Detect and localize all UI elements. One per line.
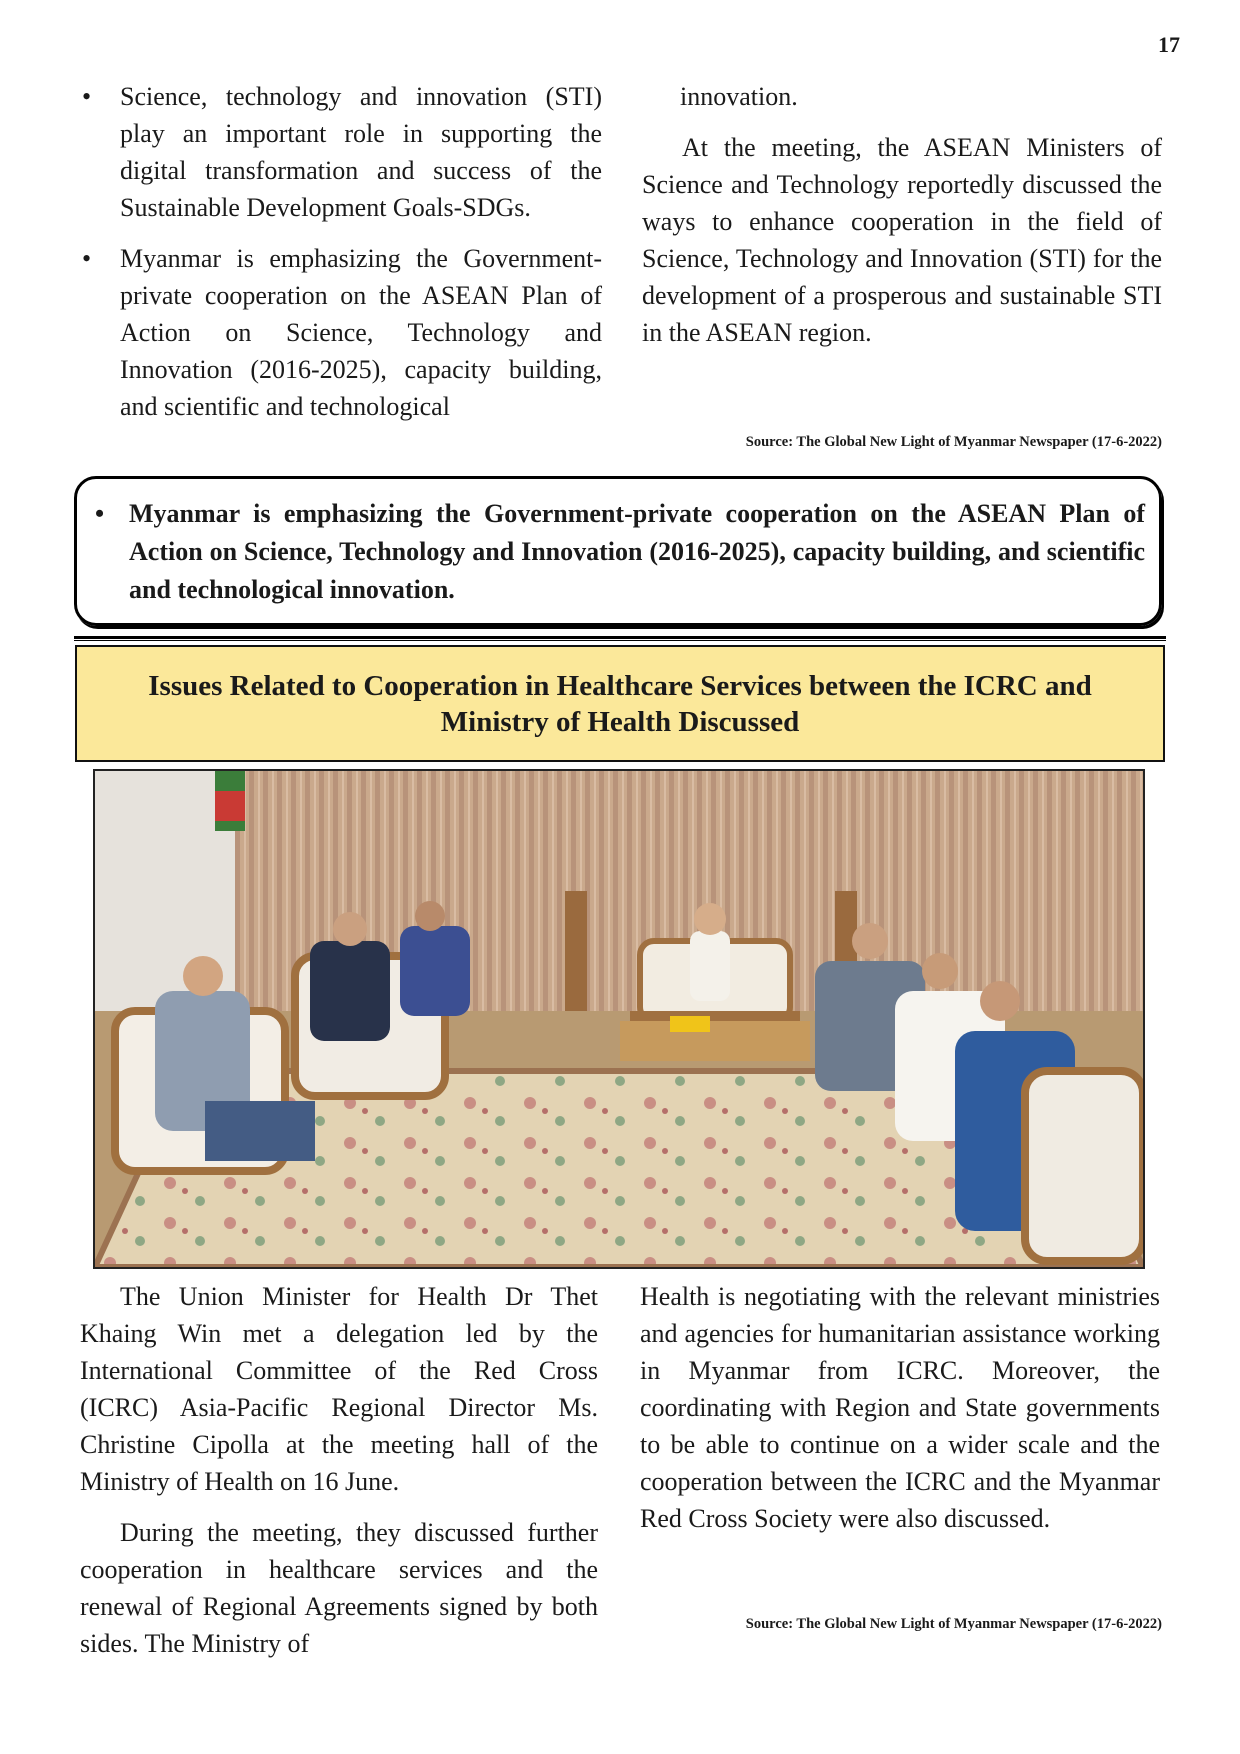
- section-divider: [74, 636, 1166, 641]
- article2-paragraph-3: Health is negotiating with the relevant ministries and agencies for humanitarian assistance working in Myanmar from ICRC. Moreover, the coordinating with Region and State governments to be able to continue on a wider scale and the cooperation between the ICRC and the Myanmar Red Cross Society were also discussed.: [640, 1282, 1160, 1533]
- article1-right-column: [642, 78, 1162, 365]
- article2-headline-box: [75, 645, 1165, 762]
- article1-source: Source: The Global New Light of Myanmar Newspaper (17-6-2022): [745, 434, 1162, 450]
- article1-bullet-2: • Myanmar is emphasizing the Government-private cooperation on the ASEAN Plan of Action on Science, Technology and Innovation (2016-2025), capacity building, and scientific and technological: [82, 240, 602, 425]
- article1-bullet-1: • Science, technology and innovation (STI) play an important role in supporting the digital transformation and success of the Sustainable Development Goals-SDGs.: [82, 78, 602, 226]
- article1-paragraph: At the meeting, the ASEAN Ministers of Science and Technology reportedly discussed the ways to enhance cooperation in the field of Science, Technology and Innovation (STI) for the development of a prosperous and sustainable STI in the ASEAN region.: [642, 133, 1162, 347]
- page-number: 17: [1158, 32, 1180, 57]
- article2-left-column: [80, 1278, 598, 1676]
- article1-left-column: [82, 78, 602, 439]
- article2-paragraph-2: During the meeting, they discussed further cooperation in healthcare services and the renewal of Regional Agreements signed by both sides. The Ministry of: [80, 1518, 598, 1658]
- highlight-text: • Myanmar is emphasizing the Government-private cooperation on the ASEAN Plan of Action on Science, Technology and Innovation (2016-2025), capacity building, and scientific and technological innovation.: [89, 495, 1145, 609]
- article1-continuation: innovation.: [680, 82, 798, 111]
- article2-right-column: [640, 1278, 1160, 1551]
- article2-headline: Issues Related to Cooperation in Healthcare Services between the ICRC and Ministry of Health Discussed: [148, 669, 1092, 738]
- highlight-callout: [74, 476, 1162, 626]
- article2-source: Source: The Global New Light of Myanmar Newspaper (17-6-2022): [745, 1616, 1162, 1632]
- meeting-photo: [93, 769, 1145, 1269]
- article2-paragraph-1: The Union Minister for Health Dr Thet Khaing Win met a delegation led by the International Committee of the Red Cross (ICRC) Asia-Pacific Regional Director Ms. Christine Cipolla at the meeting hall of the Ministry of Health on 16 June.: [80, 1282, 598, 1496]
- article1-bullet-list: [82, 78, 602, 425]
